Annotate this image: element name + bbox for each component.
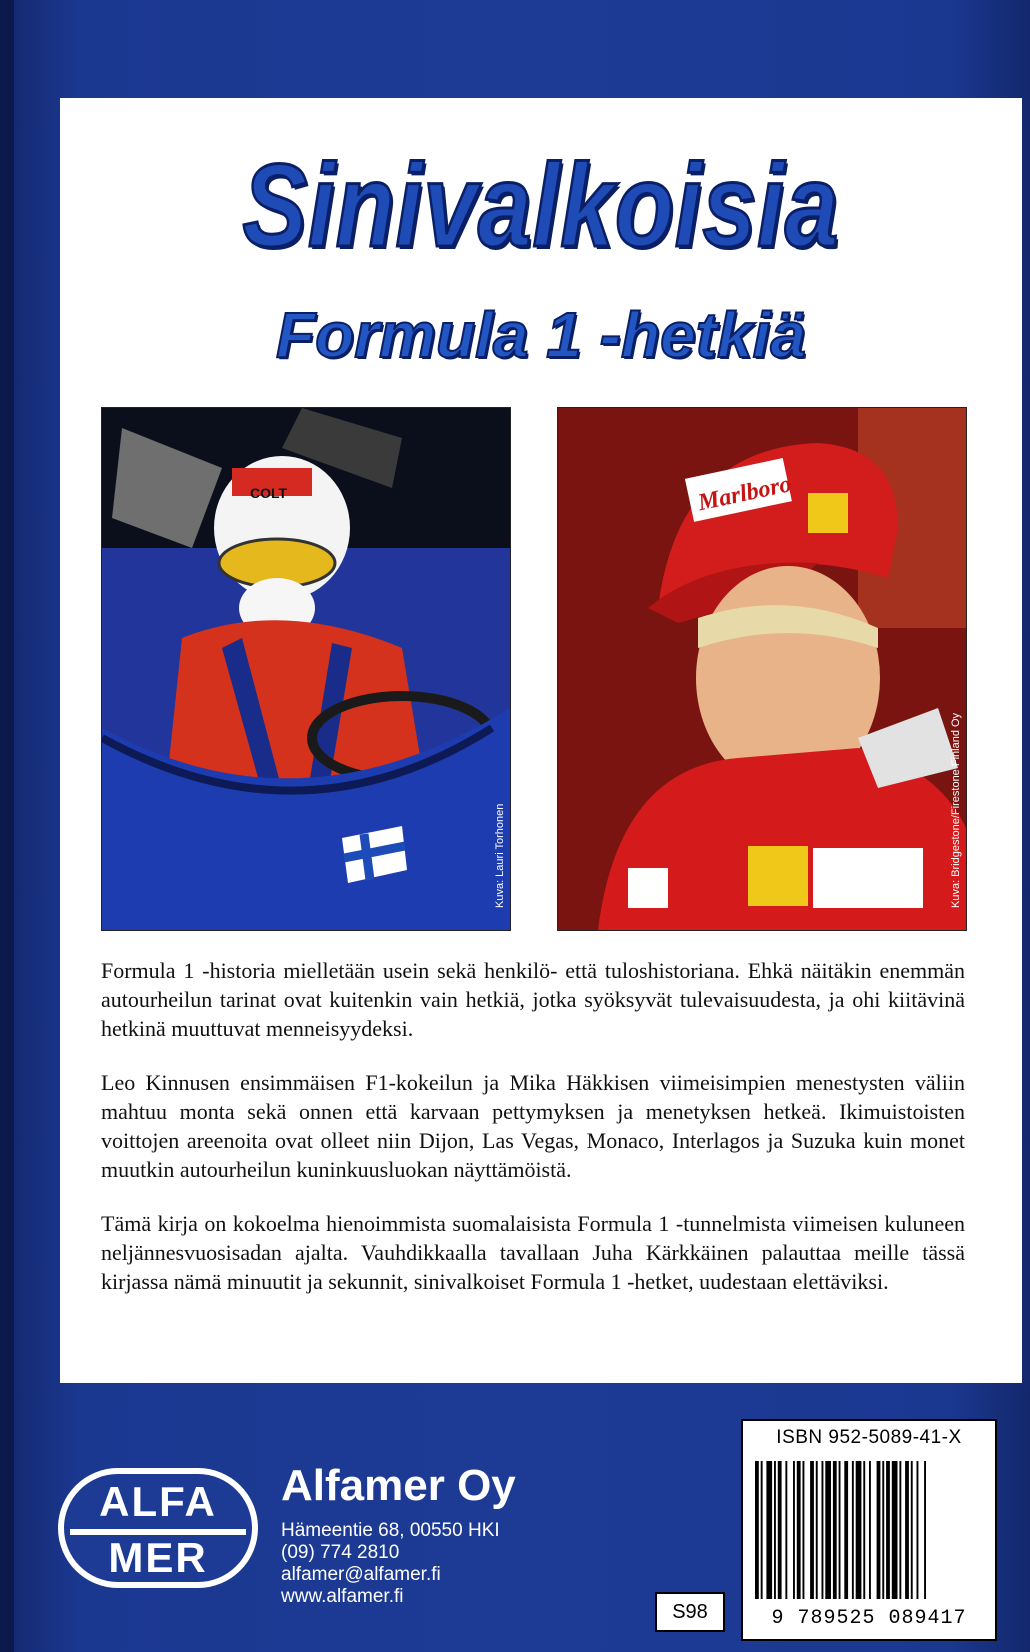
- book-description: [101, 956, 965, 1321]
- barcode-bar: [803, 1461, 805, 1599]
- barcode-bar: [761, 1461, 763, 1599]
- barcode: [753, 1461, 985, 1599]
- description-paragraph-2: Leo Kinnusen ensimmäisen F1-kokeilun ja Mika Häkkisen viimeisimpien menestysten väliin mahtuu monta sekä onnen että karvaan pettymyksen ja menetyksen hetkeä. Ikimuistoisten voittojen areenoita ovat olleet niin Dijon, Las Vegas, Monaco, Interlagos ja Suzuka kuin monet muutkin autourheilun kuninkuusluokan näyttämöistä.: [101, 1070, 965, 1182]
- barcode-bar: [825, 1461, 831, 1599]
- barcode-bar: [816, 1461, 818, 1599]
- publisher-contact: [281, 1520, 500, 1608]
- publisher-website: www.alfamer.fi: [281, 1586, 404, 1607]
- barcode-bar: [882, 1461, 884, 1599]
- barcode-bar: [766, 1461, 772, 1599]
- barcode-bar: [852, 1461, 854, 1599]
- description-paragraph-3: Tämä kirja on kokoelma hienoimmista suomalaisista Formula 1 -tunnelmista viimeisen kuluneen neljännesvuosisadan ajalta. Vauhdikkaalla tavallaan Juha Kärkkäinen palauttaa meille tässä kirjassa nämä minuutit ja sekunnit, sinivalkoiset Formula 1 -hetket, uudestaan elettäviksi.: [101, 1211, 965, 1294]
- price-code: S98: [655, 1592, 725, 1632]
- barcode-bar: [774, 1461, 776, 1599]
- logo-oval: [64, 1474, 252, 1582]
- driver-illustration: [102, 408, 510, 930]
- barcode-bar: [839, 1461, 841, 1599]
- description-paragraph-1: Formula 1 -historia mielletään usein sekä henkilö- että tuloshistoriana. Ehkä näitäkin enemmän autourheilun tarinat ovat kuitenkin vain hetkiä, jotka syöksyvät tulevaisuudesta, ja ohi kiitävinä hetkinä muuttuvat menneisyydeksi.: [101, 958, 965, 1041]
- barcode-bar: [877, 1461, 881, 1599]
- portrait-illustration: [558, 408, 966, 930]
- barcode-bar: [892, 1461, 898, 1599]
- logo-text-bottom: MER: [108, 1534, 208, 1581]
- alfamer-logo: [58, 1468, 258, 1588]
- barcode-bar: [905, 1461, 909, 1599]
- cap-sponsor-text: Marlboro: [695, 471, 794, 517]
- barcode-bar: [833, 1461, 837, 1599]
- barcode-bar: [844, 1461, 848, 1599]
- barcode-digits: 9 789525 089417: [771, 1607, 967, 1630]
- helmet-sponsor-text: COLT: [250, 485, 288, 501]
- barcode-bar: [822, 1461, 824, 1599]
- isbn-box: [741, 1419, 997, 1641]
- barcode-bar: [869, 1461, 871, 1599]
- barcode-bar: [856, 1461, 862, 1599]
- publisher-name: Alfamer Oy: [281, 1461, 516, 1510]
- barcode-bar: [886, 1461, 890, 1599]
- barcode-bar: [755, 1461, 759, 1599]
- barcode-bar: [899, 1461, 901, 1599]
- publisher-email: alfamer@alfamer.fi: [281, 1564, 441, 1585]
- barcode-bar: [793, 1461, 795, 1599]
- barcode-bar: [810, 1461, 814, 1599]
- barcode-bar: [917, 1461, 919, 1599]
- photo-driver-portrait: [557, 407, 967, 931]
- barcode-bar: [863, 1461, 865, 1599]
- isbn-label: ISBN 952-5089-41-X: [776, 1427, 962, 1448]
- barcode-bar: [785, 1461, 787, 1599]
- barcode-bar: [778, 1461, 782, 1599]
- cover-spine-shadow: [0, 0, 14, 1652]
- photo-credit-left: Kuva: Lauri Torhonen: [494, 803, 506, 908]
- photo-driver-in-car: [101, 407, 511, 931]
- publisher-address: Hämeentie 68, 00550 HKI: [281, 1520, 500, 1541]
- book-subtitle: Formula 1 -hetkiä: [276, 299, 806, 371]
- barcode-bar: [797, 1461, 801, 1599]
- publisher-phone: (09) 774 2810: [281, 1542, 400, 1563]
- photo-credit-right: Kuva: Bridgestone/Firestone Finland Oy: [950, 712, 962, 908]
- white-panel: [60, 98, 1022, 1383]
- book-title: Sinivalkoisia: [242, 140, 840, 272]
- logo-text-top: ALFA: [99, 1478, 217, 1525]
- barcode-bar: [911, 1461, 913, 1599]
- barcode-bar: [924, 1461, 926, 1599]
